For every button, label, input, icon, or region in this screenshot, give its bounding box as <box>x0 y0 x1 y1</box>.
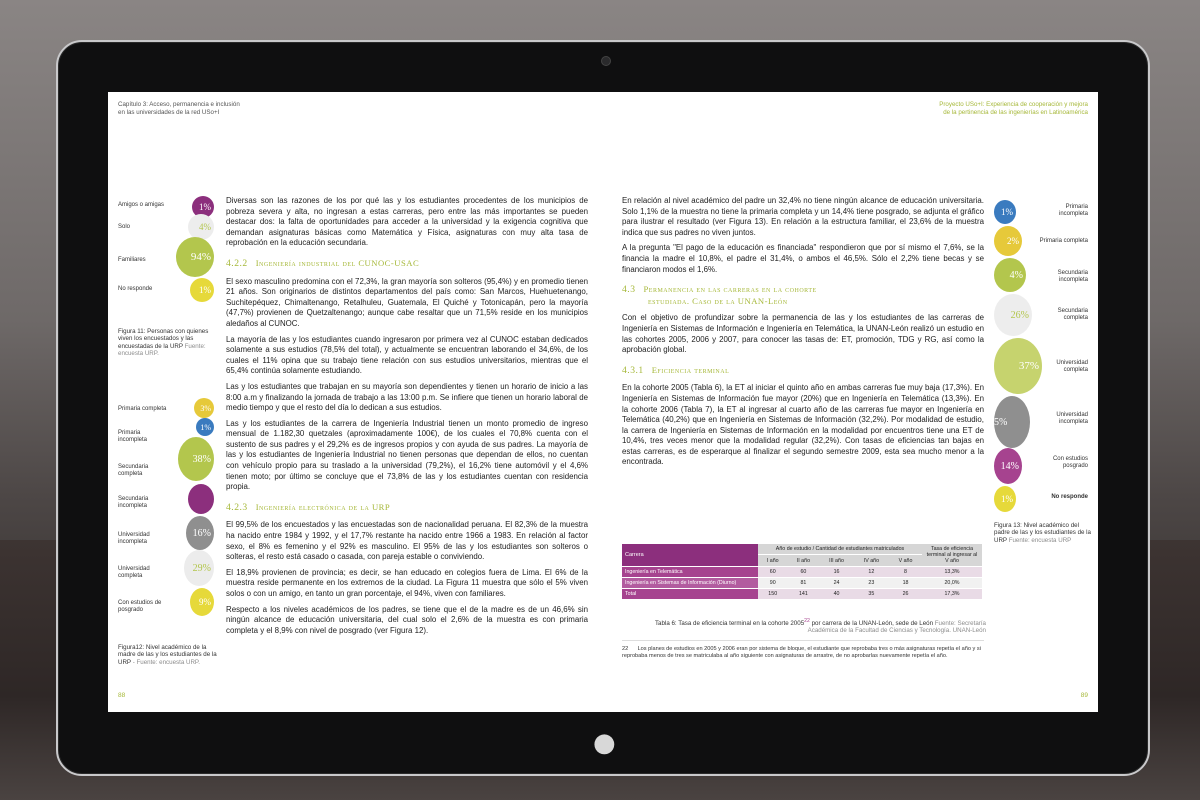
apple-logo-icon: ● <box>593 728 616 758</box>
table-cell: 150 <box>758 589 787 600</box>
table-caption-b: por carrera de la UNAN-León, sede de León <box>809 620 934 628</box>
table-6-caption <box>630 618 986 635</box>
table-header-carrera: Carrera <box>622 544 758 567</box>
footnote-divider <box>622 640 984 641</box>
right-paragraph: En la cohorte 2005 (Tabla 6), la ET al iniciar el quinto año en ambas carreras fue muy baja (17,3%). En Ingeniería en Sistemas de Información fue mayor (20%) que en Ingeniería en Telemática (13,3%). En la cohorte 2006 (Tabla 7), la ET al ingresar al cuarto año de las carreras fue mayor en Ingeniería en Telemática (40,2%) que en Ingeniería en Sistemas de Información (32,2%). Por modalidad de estudio, la carrera de Ingeniería en Sistemas de Información en la modalidad por encuentros tiene una ET de 10,4%, tres veces menor que la modalidad regular (32,2%). Con tasas de eficiencias tan bajas en estas carreras, es de esperarque al finalizar el segundo semestre 2009, esta sea mucho menor a la encontrada. <box>622 383 984 467</box>
left-paragraph: Respecto a los niveles académicos de los padres, se tiene que el de la madre es de un 46,6% sin ningún alcance de educación universitaria, del cual solo el 2,6% de la muestra es con primaria completa y el 8,9% con nivel de posgrado (ver Figura 12). <box>226 604 588 635</box>
fig11-caption <box>118 328 218 358</box>
fig12-label-0: Primaria completa <box>118 406 167 412</box>
fig11-label-3: No responde <box>118 286 153 292</box>
right-paragraph: A la pregunta "El pago de la educación es financiada" respondieron que por sí mismo el 7,6%, se la financia la madre el 10,8%, el padre el 31,4%, o ambos el 46,5%. Sólo el 2,2% tiene becas y se financiaron modos el 1,6%. <box>622 243 984 274</box>
fig12-circle-4: 16% <box>186 516 214 550</box>
table-header-group: Año de estudio / Cantidad de estudiantes matriculados <box>758 544 922 555</box>
table-header-rate: Tasa de eficiencia terminal al ingresar al V año <box>922 544 982 567</box>
section-number: 4.3.1 <box>622 364 644 376</box>
fig12-circle-6: 9% <box>190 588 214 616</box>
running-header-left <box>118 101 240 117</box>
table-cell: 35 <box>854 589 889 600</box>
table-cell: 18 <box>889 578 922 589</box>
table-caption-source: Fuente: Secretaría Académica de la Facultad de Ciencias y Tecnología. UNAN-León <box>807 620 986 635</box>
fig13-label-6: Con estudios posgrado <box>1052 456 1088 469</box>
fig11-label-0: Amigos o amigas <box>118 202 165 208</box>
fig13-caption <box>994 522 1092 544</box>
table-cell-name: Total <box>622 589 758 600</box>
fig12-circle-0: 3% <box>194 398 214 418</box>
fig13-label-3: Secundaria completa <box>1057 308 1088 321</box>
fig13-label-7: No responde <box>1051 494 1088 500</box>
table-row <box>622 578 982 589</box>
footnote-number: 22 <box>622 646 629 652</box>
camera-icon <box>601 56 611 66</box>
header-right-line1: Proyecto USo+I: Experiencia de cooperación y mejora <box>939 101 1088 108</box>
section-title-line2: estudiada. Caso de la UNAN-León <box>648 295 788 306</box>
right-body <box>622 196 984 473</box>
section-title: Permanencia en las carreras en la cohorte <box>643 284 817 295</box>
fig11-circle-3: 1% <box>190 278 214 302</box>
footnote-text: Los planes de estudios en 2005 y 2006 eran por sistema de bloque, el estudiante que reprobaba tres o más asignaturas repetía el año y si reprobaba menos de tres se matriculaba al año siguiente con asignaturas de arrastre, de no aprobarlas nuevamente repetía el año. <box>622 646 981 660</box>
table-cell: 12 <box>854 567 889 578</box>
left-paragraph: El 99,5% de los encuestados y las encuestadas son de nacionalidad peruana. El 82,3% de la muestra ha nacido entre 1984 y 1992, y el 17,7% restante ha nacido entre 1966 a 1983. En relación al factor sexo, el 8% es femenino y el 92% es masculino. El 95% de las y los estudiantes son solteros o solteras, el resto está casado o casada, con pareja estable o conviviendo. <box>226 520 588 562</box>
fig11-label-1: Solo <box>118 224 131 230</box>
fig11-circle-2: 94% <box>176 237 214 277</box>
header-left-line2: en las universidades de la red USo+I <box>118 109 220 116</box>
table-caption-a: Tabla 6: Tasa de eficiencia terminal en la cohorte 2005 <box>654 620 805 628</box>
fig12-label-2: Secundaria completa <box>118 464 149 477</box>
fig12-circle-3 <box>188 484 214 514</box>
fig11-source: Fuente: encuesta URP. <box>118 342 206 358</box>
fig12-circle-1: 1% <box>196 418 214 436</box>
fig11-label-2: Familiares <box>118 257 146 263</box>
section-heading <box>226 502 588 514</box>
table-cell-name: Ingeniería en Telemática <box>622 567 758 578</box>
fig11-caption-text: Figura 11: Personas con quienes viven los encuestados y las encuestadas de la URP <box>118 328 209 350</box>
table-header-year: II año <box>787 555 819 567</box>
header-right-line2: de la pertinencia de las ingenierías en Latinoamérica <box>943 109 1088 116</box>
fig12-label-4: Universidad incompleta <box>118 532 150 545</box>
header-left-line1: Capítulo 3: Acceso, permanencia e inclusión <box>118 101 240 108</box>
table-cell-name: Ingeniería en Sistemas de Información (Diurno) <box>622 578 758 589</box>
table-6 <box>622 544 982 600</box>
table-cell: 60 <box>758 567 787 578</box>
section-title: Ingeniería industrial del CUNOC-USAC <box>255 257 420 268</box>
fig13-label-0: Primaria incompleta <box>1058 204 1088 217</box>
document-screen <box>108 92 1098 712</box>
fig12-label-3: Secundaria incompleta <box>118 496 149 509</box>
fig12-source: - Fuente: encuesta URP. <box>132 658 200 666</box>
left-paragraph: Las y los estudiantes de la carrera de Ingeniería Industrial tienen un monto promedio de ingreso mensual de 1.182,30 quetzales (aproximadamente 100€), de los cuales el 70,8% cuenta con el sustento de sus padres y el 29,2% es de ingresos propios y con ayuda de sus padres. La mayoría de las y los estudiantes de Ingeniería Industrial no tienen personas que dependan de ellos, no cuentan con vehículo propio para su traslado a la universidad (79,2%), el 16,2% tiene automóvil y el 4,6% tienen moto; por último se concluye que el 73,8% de las y los estudiantes cuentan con residencia propia. <box>226 418 588 492</box>
page-number-left: 88 <box>118 692 126 699</box>
fig13-circle-5: 5% <box>994 396 1030 448</box>
running-header-right <box>939 101 1088 117</box>
fig12-label-5: Universidad completa <box>118 566 150 579</box>
fig13-label-4: Universidad completa <box>1056 360 1088 373</box>
section-title: Eficiencia terminal <box>651 364 730 375</box>
left-paragraph: El 18,9% provienen de provincia; es decir, se han educado en colegios fuera de Lima. El 6% de la muestra reside permanente en los extremos de la ciudad. La Figura 11 muestra que sólo el 5% viven solos o con un amigo, en tanto un gran porcentaje, el 94%, viven con familiares. <box>226 567 588 598</box>
table-header-year: III año <box>819 555 853 567</box>
table-header-year: I año <box>758 555 787 567</box>
table-cell-rate: 17,3% <box>922 589 982 600</box>
section-number: 4.3 <box>622 284 636 296</box>
fig13-circle-7: 1% <box>994 486 1016 512</box>
table-cell: 26 <box>889 589 922 600</box>
fig13-circle-3: 26% <box>994 294 1032 336</box>
fig13-circle-6: 14% <box>994 448 1022 484</box>
right-page <box>602 92 1098 712</box>
page-number-right: 89 <box>1080 692 1088 699</box>
table-cell-rate: 20,0% <box>922 578 982 589</box>
tablet-device <box>56 40 1150 776</box>
table-caption-sup: 22 <box>804 618 810 624</box>
fig13-circle-1: 2% <box>994 226 1022 256</box>
table-cell: 81 <box>787 578 819 589</box>
table-row <box>622 589 982 600</box>
left-body <box>226 196 588 641</box>
table-cell: 60 <box>787 567 819 578</box>
fig12-label-1: Primaria incompleta <box>118 430 148 443</box>
table-header-year: IV año <box>854 555 889 567</box>
fig11-circle-1: 4% <box>188 214 214 240</box>
section-number: 4.2.2 <box>226 257 248 269</box>
fig13-source: Fuente: encuesta URP <box>1008 536 1072 544</box>
left-paragraph: Las y los estudiantes que trabajan en su mayoría son dependientes y tienen un horario de inicio a las 8:00 a.m y finalizando la jornada de trabajo a las 13:00 p.m. Se infiere que tienen un horario laboral de medio tiempo y que el resto del día lo dedican a sus estudios. <box>226 381 588 413</box>
fig11-circle-0: 1% <box>192 196 214 218</box>
fig13-circle-2: 4% <box>994 258 1026 292</box>
left-paragraph: La mayoría de las y los estudiantes cuando ingresaron por primera vez al CUNOC estaban dedicados solamente a sus estudios (78,5% del total), y actualmente se encuentran laborando el 34,6%, de los cuales el 11% opina que su trabajo tiene relación con sus estudios universitarios, mientras que el 65,4% continúa solamente estudiando. <box>226 334 588 376</box>
fig12-caption <box>118 644 218 666</box>
section-number: 4.2.3 <box>226 501 248 513</box>
table-cell: 23 <box>854 578 889 589</box>
fig13-circle-4: 37% <box>994 338 1042 394</box>
table-cell: 16 <box>819 567 853 578</box>
table-cell: 24 <box>819 578 853 589</box>
fig12-circle-2: 38% <box>178 437 214 481</box>
fig13-caption-text: Figura 13: Nivel académico del padre de las y los estudiantes de la URP <box>994 522 1091 544</box>
fig13-label-2: Secundaria incompleta <box>1057 270 1088 283</box>
table-row <box>622 567 982 578</box>
fig13-label-1: Primaria completa <box>1039 238 1088 244</box>
fig12-circle-5: 29% <box>184 550 214 586</box>
left-page <box>108 92 602 712</box>
fig12-label-6: Con estudios de posgrado <box>118 600 162 613</box>
table-cell-rate: 13,3% <box>922 567 982 578</box>
table-cell: 90 <box>758 578 787 589</box>
left-paragraph: Diversas son las razones de los por qué las y los estudiantes procedentes de los municipios de pobreza severa y alta, no ingresan a estas carreras, pero entre las más importantes se pueden destacar dos: la falta de oportunidades para acceder a la universidad y la exigencia cognitiva que demandan asignaturas básicas como Matemática y Física, asignaturas con muy alta tasa de reprobación en la educación secundaria. <box>226 196 588 248</box>
table-cell: 40 <box>819 589 853 600</box>
table-cell: 141 <box>787 589 819 600</box>
table-header-year: V año <box>889 555 922 567</box>
left-paragraph: El sexo masculino predomina con el 72,3%, la gran mayoría son solteros (95,4%) y en promedio tienen 21 años. Son originarios de distintos departamentos del país como: San Marcos, Huehuetenango, Suchitepéquez, Chimaltenango, Retalhuleu, Guatemala, El Quiché y Totonicapán, pero la mayoría (47,7%) provienen de Quetzaltenango; aunque cabe resaltar que un 71,5% reside en los municipios aledaños al CUNOC. <box>226 276 588 328</box>
section-heading <box>226 258 588 270</box>
section-heading <box>622 365 984 377</box>
table-cell: 8 <box>889 567 922 578</box>
fig13-label-5: Universidad incompleta <box>1056 412 1088 425</box>
section-title: Ingeniería electrónica de la URP <box>255 501 391 512</box>
fig12-caption-text: Figura12: Nivel académico de la madre de las y los estudiantes de la URP <box>118 644 217 666</box>
fig13-circle-0: 1% <box>994 200 1016 224</box>
right-paragraph: Con el objetivo de profundizar sobre la permanencia de las y los estudiantes de las carreras de Ingeniería en Sistemas de Información e Ingeniería en Telemática, la UNAN-León realizó un estudio en las cohortes 2005, 2006 y 2007, para conocer las tasas de: ET, promoción, TDG y RG, así como la aprobación global. <box>622 313 984 355</box>
footnote <box>622 646 984 661</box>
section-heading <box>622 284 984 306</box>
right-paragraph: En relación al nivel académico del padre un 32,4% no tiene ningún alcance de educación universitaria. Solo 1,1% de la muestra no tiene la primaria completa y un 14,4% tiene posgrado, se adjunta el gráfico para ilustrar el resultado (ver Figura 13). En relación a la estructura familiar, el 23,6% de la muestra indica que sus padres no viven juntos. <box>622 196 984 237</box>
